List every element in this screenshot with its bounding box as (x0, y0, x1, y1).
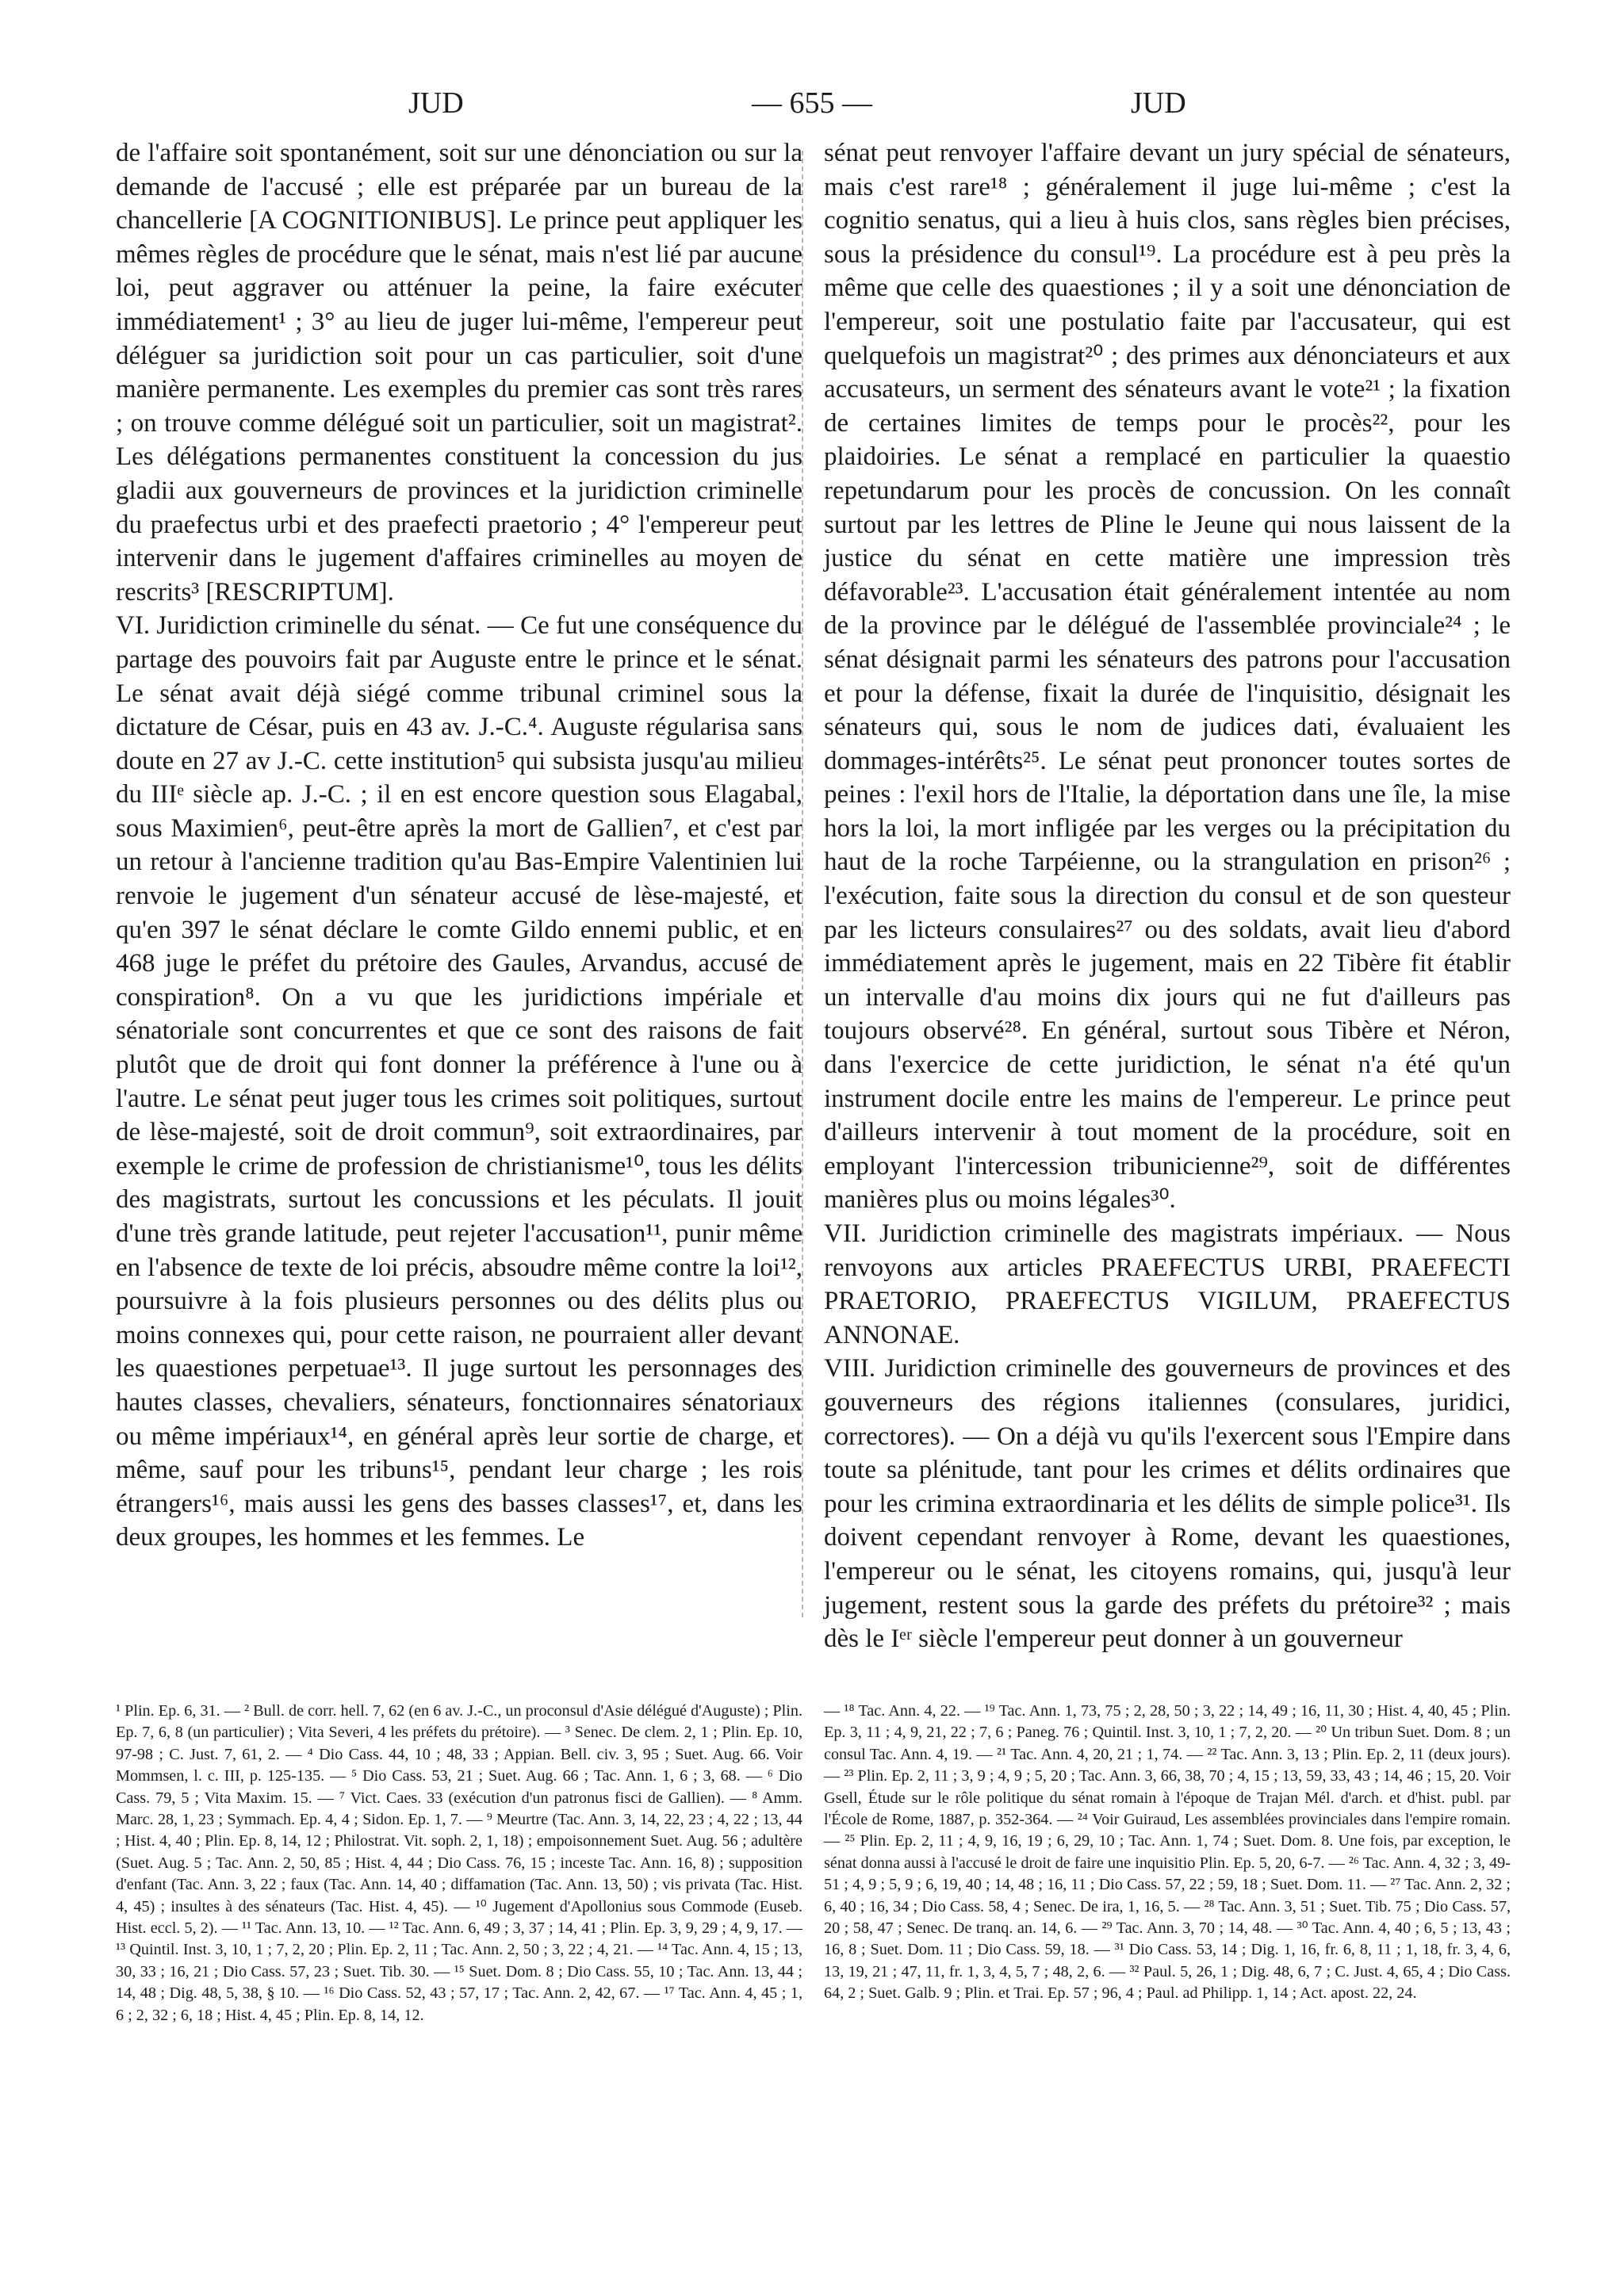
header-right-keyword: JUD (1131, 86, 1186, 120)
column-divider (802, 151, 803, 1617)
left-column (116, 136, 802, 1555)
footnotes-left-text: ¹ Plin. Ep. 6, 31. — ² Bull. de corr. hell. 7, 62 (en 6 av. J.-C., un proconsul d'Asie délégué d'Auguste) ; Plin. Ep. 7, 6, 8 (un particulier) ; Vita Severi, 4 les préfets du prétoire). — ³ Senec. De clem. 2, 1 ; Plin. Ep. 10, 97-98 ; C. Just. 7, 61, 2. — ⁴ Dio Cass. 44, 10 ; 48, 33 ; Appian. Bell. civ. 3, 95 ; Suet. Aug. 66. Voir Mommsen, l. c. III, p. 125-135. — ⁵ Dio Cass. 53, 21 ; Suet. Aug. 66 ; Tac. Ann. 1, 6 ; 3, 68. — ⁶ Dio Cass. 79, 5 ; Vita Maxim. 15. — ⁷ Vict. Caes. 33 (exécution d'un patronus fisci de Gallien). — ⁸ Amm. Marc. 28, 1, 23 ; Symmach. Ep. 4, 4 ; Sidon. Ep. 1, 7. — ⁹ Meurtre (Tac. Ann. 3, 14, 22, 23 ; 4, 22 ; 13, 44 ; Hist. 4, 40 ; Plin. Ep. 8, 14, 12 ; Philostrat. Vit. soph. 2, 1, 18) ; empoisonnement Suet. Aug. 56 ; adultère (Suet. Aug. 5 ; Tac. Ann. 2, 50, 85 ; Hist. 4, 44 ; Dio Cass. 76, 15 ; inceste Tac. Ann. 16, 8) ; supposition d'enfant (Tac. Ann. 3, 22 ; faux (Tac. Ann. 14, 40 ; diffamation (Tac. Ann. 13, 50) ; vis privata (Tac. Hist. 4, 45) ; insultes à des sénateurs (Tac. Hist. 4, 45). — ¹⁰ Jugement d'Apollonius sous Commode (Euseb. Hist. eccl. 5, 2). — ¹¹ Tac. Ann. 13, 10. — ¹² Tac. Ann. 6, 49 ; 3, 37 ; 14, 41 ; Plin. Ep. 3, 9, 29 ; 4, 9, 17. — ¹³ Quintil. Inst. 3, 10, 1 ; 7, 2, 20 ; Plin. Ep. 2, 11 ; Tac. Ann. 2, 50 ; 3, 22 ; 4, 21. — ¹⁴ Tac. Ann. 4, 15 ; 13, 30, 33 ; 16, 21 ; Dio Cass. 57, 23 ; Suet. Tib. 30. — ¹⁵ Suet. Dom. 8 ; Dio Cass. 55, 10 ; Tac. Ann. 13, 44 ; 14, 48 ; Dig. 48, 5, 38, § 10. — ¹⁶ Dio Cass. 52, 43 ; 57, 17 ; Tac. Ann. 2, 42, 67. — ¹⁷ Tac. Ann. 4, 45 ; 1, 6 ; 2, 32 ; 6, 18 ; Hist. 4, 45 ; Plin. Ep. 8, 14, 12. (116, 1702, 802, 2024)
header-left-keyword: JUD (408, 86, 464, 120)
paragraph-section-viii: VIII. Juridiction criminelle des gouverneurs de provinces et des gouverneurs des régions italiennes (consulares, juridici, correctores). — On a déjà vu qu'ils l'exercent sous l'Empire dans toute sa plénitude, tant pour les crimes et délits ordinaires que pour les crimina extraordinaria et les délits de simple police³¹. Ils doivent cependant renvoyer à Rome, devant les quaestiones, l'empereur ou le sénat, les citoyens romains, qui, jusqu'à leur jugement, restent sous la garde des préfets du prétoire³² ; mais dès le Iᵉʳ siècle l'empereur peut donner à un gouverneur (824, 1354, 1511, 1654)
right-column (824, 136, 1511, 1656)
paragraph-1: de l'affaire soit spontanément, soit sur une dénonciation ou sur la demande de l'accusé ; elle est préparée par un bureau de la chancellerie [A COGNITIONIBUS]. Le prince peut appliquer les mêmes règles de procédure que le sénat, mais n'est lié par aucune loi, peut aggraver ou atténuer la peine, la faire exécuter immédiatement¹ ; 3° au lieu de juger lui-même, l'empereur peut déléguer sa juridiction soit pour un cas particulier, soit d'une manière permanente. Les exemples du premier cas sont très rares ; on trouve comme délégué soit un particulier, soit un magistrat². Les délégations permanentes constituent la concession du jus gladii aux gouverneurs de provinces et la juridiction criminelle du praefectus urbi et des praefecti praetorio ; 4° l'empereur peut intervenir dans le jugement d'affaires criminelles au moyen de rescrits³ [RESCRIPTUM]. (116, 139, 802, 607)
paragraph-section-vii: VII. Juridiction criminelle des magistrats impériaux. — Nous renvoyons aux articles PRAEFECTUS URBI, PRAEFECTI PRAETORIO, PRAEFECTUS VIGILUM, PRAEFECTUS ANNONAE. (824, 1219, 1511, 1349)
footnotes-left (116, 1701, 802, 2026)
page-number: — 655 — (752, 86, 872, 120)
footnotes-right (824, 1701, 1511, 2005)
paragraph-senate-procedure: sénat peut renvoyer l'affaire devant un jury spécial de sénateurs, mais c'est rare¹⁸ ; généralement il juge lui-même ; c'est la cognitio senatus, qui a lieu à huis clos, sans règles bien précises, sous la présidence du consul¹⁹. La procédure est à peu près la même que celle des quaestiones ; il y a soit une dénonciation de l'empereur, soit une postulatio faite par l'accusateur, qui est quelquefois un magistrat²⁰ ; des primes aux dénonciateurs et aux accusateurs, un serment des sénateurs avant le vote²¹ ; la fixation de certaines limites de temps pour le procès²², pour les plaidoiries. Le sénat a remplacé en particulier la quaestio repetundarum pour les procès de concussion. On les connaît surtout par les lettres de Pline le Jeune qui nous laissent de la justice du sénat en cette matière une impression très défavorable²³. L'accusation était généralement intentée au nom de la province par le délégué de l'assemblée provinciale²⁴ ; le sénat désignait parmi les sénateurs des patrons pour l'accusation et pour la défense, fixait la durée de l'inquisitio, désignait les sénateurs qui, sous le nom de judices dati, évaluaient les dommages-intérêts²⁵. Le sénat peut prononcer toutes sortes de peines : l'exil hors de l'Italie, la déportation dans une île, la mise hors la loi, la mort infligée par les verges ou la précipitation du haut de la roche Tarpéienne, ou la strangulation en prison²⁶ ; l'exécution, faite sous la direction du consul et de son questeur par les licteurs consulaires²⁷ ou des soldats, avait lieu d'abord immédiatement après le jugement, mais en 22 Tibère fit établir un intervalle d'au moins dix jours qui ne fut d'ailleurs pas toujours observé²⁸. En général, surtout sous Tibère et Néron, dans l'exercice de cette juridiction, le sénat n'a été qu'un instrument docile entre les mains de l'empereur. Le prince peut d'ailleurs intervenir à tout moment de la procédure, soit en employant l'intercession tribunicienne²⁹, soit de différentes manières plus ou moins légales³⁰. (824, 139, 1511, 1215)
footnotes-right-text: — ¹⁸ Tac. Ann. 4, 22. — ¹⁹ Tac. Ann. 1, 73, 75 ; 2, 28, 50 ; 3, 22 ; 14, 49 ; 16, 11, 30 ; Hist. 4, 40, 45 ; Plin. Ep. 3, 11 ; 4, 9, 21, 22 ; 7, 6 ; Paneg. 76 ; Quintil. Inst. 3, 10, 1 ; 7, 2, 20. — ²⁰ Un tribun Suet. Dom. 8 ; un consul Tac. Ann. 4, 19. — ²¹ Tac. Ann. 4, 20, 21 ; 1, 74. — ²² Tac. Ann. 3, 13 ; Plin. Ep. 2, 11 (deux jours). — ²³ Plin. Ep. 2, 11 ; 3, 9 ; 4, 9 ; 5, 20 ; Tac. Ann. 3, 66, 38, 70 ; 4, 15 ; 13, 59, 33, 43 ; 14, 46 ; 15, 20. Voir Gsell, Étude sur le rôle politique du sénat romain à l'époque de Trajan Mél. d'arch. et d'hist. publ. par l'École de Rome, 1887, p. 352-364. — ²⁴ Voir Guiraud, Les assemblées provinciales dans l'empire romain. — ²⁵ Plin. Ep. 2, 11 ; 4, 9, 16, 19 ; 6, 29, 10 ; Tac. Ann. 1, 74 ; Suet. Dom. 8. Une fois, par exception, le sénat donna aussi à l'accusé le droit de faire une inquisitio Plin. Ep. 5, 20, 6-7. — ²⁶ Tac. Ann. 4, 32 ; 3, 49-51 ; 4, 9 ; 5, 9 ; 6, 19, 40 ; 14, 48 ; 16, 11 ; Dio Cass. 57, 22 ; 59, 18 ; Suet. Dom. 11. — ²⁷ Tac. Ann. 2, 32 ; 6, 40 ; 16, 34 ; Dio Cass. 58, 4 ; Senec. De ira, 1, 16, 5. — ²⁸ Tac. Ann. 3, 51 ; Suet. Tib. 75 ; Dio Cass. 57, 20 ; 58, 47 ; Senec. De tranq. an. 14, 6. — ²⁹ Tac. Ann. 3, 70 ; 14, 48. — ³⁰ Tac. Ann. 4, 40 ; 6, 5 ; 13, 43 ; 16, 8 ; Suet. Dom. 11 ; Dio Cass. 59, 18. — ³¹ Dio Cass. 53, 14 ; Dig. 1, 16, fr. 6, 8, 11 ; 1, 18, fr. 3, 4, 6, 13, 19, 21 ; 47, 11, fr. 1, 3, 4, 5, 7 ; 48, 2, 6. — ³² Paul. 5, 26, 1 ; Dig. 48, 6, 7 ; C. Just. 4, 65, 4 ; Dio Cass. 64, 2 ; Suet. Galb. 9 ; Plin. et Trai. Ep. 57 ; 96, 4 ; Paul. ad Philipp. 1, 14 ; Act. apost. 22, 24. (824, 1702, 1511, 2003)
running-header (0, 86, 1624, 125)
paragraph-section-vi: VI. Juridiction criminelle du sénat. — Ce fut une conséquence du partage des pouvoirs fait par Auguste entre le prince et le sénat. Le sénat avait déjà siégé comme tribunal criminel sous la dictature de César, puis en 43 av. J.-C.⁴. Auguste régularisa sans doute en 27 av J.-C. cette institution⁵ qui subsista jusqu'au milieu du IIIᵉ siècle ap. J.-C. ; il en est encore question sous Elagabal, sous Maximien⁶, peut-être après la mort de Gallien⁷, et c'est par un retour à l'ancienne tradition qu'au Bas-Empire Valentinien lui renvoie le jugement d'un sénateur accusé de lèse-majesté, et qu'en 397 le sénat déclare le comte Gildo ennemi public, et en 468 juge le préfet du prétoire des Gaules, Arvandus, accusé de conspiration⁸. On a vu que les juridictions impériale et sénatoriale sont concurrentes et que ce sont des raisons de fait plutôt que de droit qui font donner la préférence à l'une ou à l'autre. Le sénat peut juger tous les crimes soit politiques, surtout de lèse-majesté, soit de droit commun⁹, soit extraordinaires, par exemple le crime de profession de christianisme¹⁰, tous les délits des magistrats, surtout les concussions et les péculats. Il jouit d'une très grande latitude, peut rejeter l'accusation¹¹, punir même en l'absence de texte de loi précis, absoudre même contre la loi¹², poursuivre à la fois plusieurs personnes ou des délits plus ou moins connexes qui, pour cette raison, ne pourraient aller devant les quaestiones perpetuae¹³. Il juge surtout les personnages des hautes classes, chevaliers, sénateurs, fonctionnaires sénatoriaux ou même impériaux¹⁴, en général après leur sortie de charge, et même, sauf pour les tribuns¹⁵, pendant leur charge ; les rois étrangers¹⁶, mais aussi les gens des basses classes¹⁷, et, dans les deux groupes, les hommes et les femmes. Le (116, 611, 802, 1552)
